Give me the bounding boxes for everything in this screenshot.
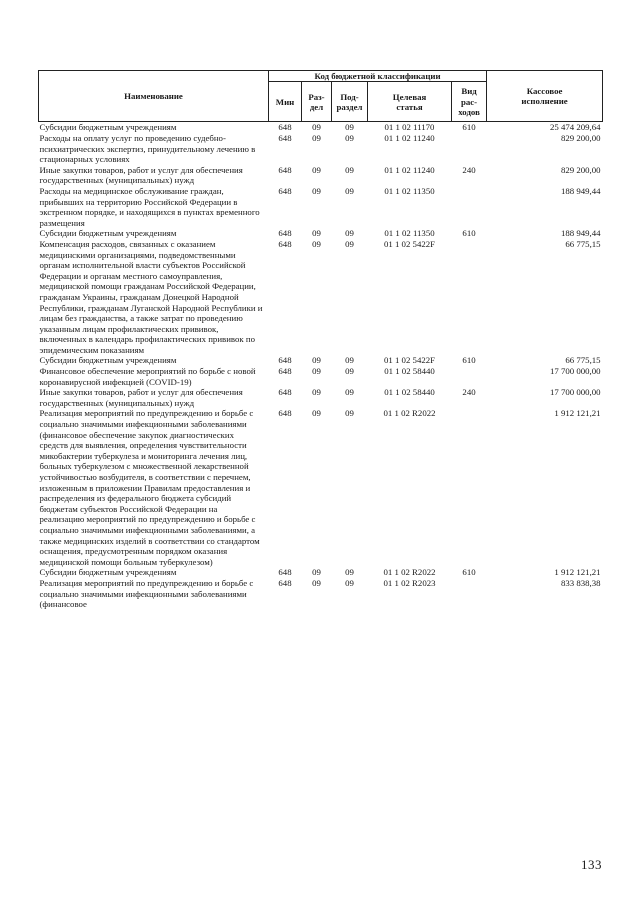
cell-celevaya: 01 1 02 R2022 xyxy=(383,567,436,578)
cell-podrazdel: 09 xyxy=(345,567,354,578)
cell-min: 648 xyxy=(278,355,292,366)
table-row xyxy=(39,122,603,133)
cell-name: Компенсация расходов, связанных с оказанием медицинскими организациями, подведомственными органам исполнительной власти субъектов Российской Федерации и органам местного самоуправления, медицинской помощи гражданам Российской Федерации, гражданам Украины, гражданам Донецкой Народной Республики, гражданам Луганской Народной Республики и лицам без гражданства, а также затрат по проведению указанным лицам профилактических прививок, включенных в календарь профилактических прививок по эпидемическим показаниям xyxy=(39,238,263,355)
cell-vid xyxy=(452,133,487,165)
cell-podrazdel: 09 xyxy=(345,366,354,377)
cell-name: Субсидии бюджетным учреждениям xyxy=(39,228,177,239)
cell-min: 648 xyxy=(278,238,292,249)
cell-name: Субсидии бюджетным учреждениям xyxy=(39,122,177,133)
header-kassovoe: Кассовое исполнение xyxy=(487,71,603,122)
page-number: 133 xyxy=(581,857,602,872)
cell-kassovoe: 1 912 121,21 xyxy=(554,408,601,419)
table-row xyxy=(39,408,603,567)
cell-podrazdel: 09 xyxy=(345,577,354,588)
cell-min: 648 xyxy=(278,366,292,377)
cell-celevaya: 01 1 02 11170 xyxy=(384,122,435,133)
cell-kassovoe: 1 912 121,21 xyxy=(554,567,601,578)
cell-podrazdel: 09 xyxy=(345,133,354,143)
cell-vid xyxy=(452,366,487,387)
cell-celevaya: 01 1 02 11240 xyxy=(384,164,435,175)
cell-podrazdel: 09 xyxy=(345,122,354,133)
table-row xyxy=(39,366,603,387)
header-celevaya: Целевая статья xyxy=(368,82,452,122)
cell-min: 648 xyxy=(278,133,292,143)
cell-podrazdel: 09 xyxy=(345,355,354,366)
cell-min: 648 xyxy=(278,567,292,578)
cell-razdel: 09 xyxy=(312,366,321,377)
cell-celevaya: 01 1 02 58440 xyxy=(384,387,435,398)
cell-kassovoe: 188 949,44 xyxy=(560,185,601,196)
cell-razdel: 09 xyxy=(312,133,321,143)
cell-celevaya: 01 1 02 5422F xyxy=(383,355,436,366)
cell-vid: 240 xyxy=(462,164,476,175)
cell-celevaya: 01 1 02 11350 xyxy=(384,185,435,196)
cell-name: Иные закупки товаров, работ и услуг для обеспечения государственных (муниципальных) нужд xyxy=(39,164,243,186)
cell-kassovoe: 17 700 000,00 xyxy=(549,366,601,377)
cell-razdel: 09 xyxy=(312,238,321,249)
cell-kassovoe: 829 200,00 xyxy=(560,164,601,175)
cell-podrazdel: 09 xyxy=(345,164,354,175)
header-min: Мин xyxy=(269,82,302,122)
cell-razdel: 09 xyxy=(312,355,321,366)
cell-razdel: 09 xyxy=(312,577,321,588)
cell-celevaya: 01 1 02 R2023 xyxy=(383,577,436,588)
table-row xyxy=(39,387,603,408)
cell-min: 648 xyxy=(278,387,292,398)
cell-razdel: 09 xyxy=(312,185,321,196)
cell-vid: 610 xyxy=(462,567,476,578)
table-row xyxy=(39,186,603,228)
cell-podrazdel: 09 xyxy=(345,228,354,239)
cell-name: Реализация мероприятий по предупреждению и борьбе с социально значимыми инфекционными заболеваниями (финансовое обеспечение закупок диагностических средств для выявления, определения чувствительности микобактерии туберкулеза и мониторинга лечения лиц, больных туберкулезом с множественной лекарственной устойчивостью возбудителя, в соответствии с перечнем, изложенным в приложении Правилам предоставления и распределения из федерального бюджета субсидий бюджетам субъектов Российской Федерации на реализацию мероприятий по предупреждению и борьбе с социально значимыми инфекционными заболеваниями, а также медицинских изделий в соответствии со стандартом оснащения, предусмотренным порядком оказания медицинской помощи больным туберкулезом) xyxy=(39,408,260,567)
table-body xyxy=(39,122,603,610)
cell-razdel: 09 xyxy=(312,122,321,133)
cell-min: 648 xyxy=(278,577,292,588)
cell-vid xyxy=(452,239,487,356)
cell-kassovoe: 833 838,38 xyxy=(560,577,601,588)
cell-razdel: 09 xyxy=(312,408,321,419)
cell-razdel: 09 xyxy=(312,567,321,578)
cell-celevaya: 01 1 02 11240 xyxy=(384,133,435,143)
cell-podrazdel: 09 xyxy=(345,387,354,398)
table-row xyxy=(39,578,603,610)
cell-celevaya: 01 1 02 58440 xyxy=(384,366,435,377)
cell-vid xyxy=(452,408,487,567)
cell-podrazdel: 09 xyxy=(345,185,354,196)
table-row xyxy=(39,228,603,239)
cell-kassovoe: 829 200,00 xyxy=(560,133,601,143)
header-podrazdel: Под- раздел xyxy=(332,82,368,122)
cell-name: Субсидии бюджетным учреждениям xyxy=(39,355,177,366)
cell-kassovoe: 188 949,44 xyxy=(560,228,601,239)
table-row xyxy=(39,165,603,186)
cell-name: Иные закупки товаров, работ и услуг для обеспечения государственных (муниципальных) нужд xyxy=(39,387,243,408)
cell-celevaya: 01 1 02 11350 xyxy=(384,228,435,239)
header-code-group: Код бюджетной классификации xyxy=(269,71,487,82)
header-vid: Вид рас- ходов xyxy=(452,82,487,122)
cell-vid xyxy=(452,578,487,610)
table-row xyxy=(39,133,603,165)
cell-celevaya: 01 1 02 R2022 xyxy=(383,408,436,419)
cell-vid: 610 xyxy=(462,228,476,239)
cell-kassovoe: 66 775,15 xyxy=(565,238,601,249)
table-row xyxy=(39,355,603,366)
cell-celevaya: 01 1 02 5422F xyxy=(383,238,436,249)
cell-min: 648 xyxy=(278,164,292,175)
cell-name: Расходы на медицинское обслуживание граждан, прибывших на территорию Российской Федерации в экстренном порядке, и находящихся в пунктах временного размещения xyxy=(39,185,260,228)
cell-vid: 610 xyxy=(462,355,476,366)
cell-vid: 240 xyxy=(462,387,476,398)
cell-min: 648 xyxy=(278,228,292,239)
table-row xyxy=(39,567,603,578)
cell-min: 648 xyxy=(278,185,292,196)
cell-podrazdel: 09 xyxy=(345,408,354,419)
cell-kassovoe: 66 775,15 xyxy=(565,355,601,366)
cell-name: Реализация мероприятий по предупреждению и борьбе с социально значимыми инфекционными заболеваниями (финансовое xyxy=(39,577,254,610)
cell-name: Финансовое обеспечение мероприятий по борьбе с новой коронавирусной инфекцией (COVID-19) xyxy=(39,366,256,387)
table-row xyxy=(39,239,603,356)
cell-razdel: 09 xyxy=(312,228,321,239)
cell-podrazdel: 09 xyxy=(345,238,354,249)
table-header xyxy=(39,71,603,122)
cell-razdel: 09 xyxy=(312,387,321,398)
cell-min: 648 xyxy=(278,408,292,419)
cell-razdel: 09 xyxy=(312,164,321,175)
cell-min: 648 xyxy=(278,122,292,133)
header-razdel: Раз- дел xyxy=(302,82,332,122)
cell-name: Расходы на оплату услуг по проведению судебно-психиатрических экспертиз, принудительному лечению в стационарных условиях xyxy=(39,133,256,165)
cell-vid: 610 xyxy=(462,122,476,133)
cell-kassovoe: 25 474 209,64 xyxy=(549,122,601,133)
cell-name: Субсидии бюджетным учреждениям xyxy=(39,567,177,578)
cell-vid xyxy=(452,186,487,228)
cell-kassovoe: 17 700 000,00 xyxy=(549,387,601,398)
budget-table xyxy=(38,70,603,610)
header-name: Наименование xyxy=(39,71,269,122)
